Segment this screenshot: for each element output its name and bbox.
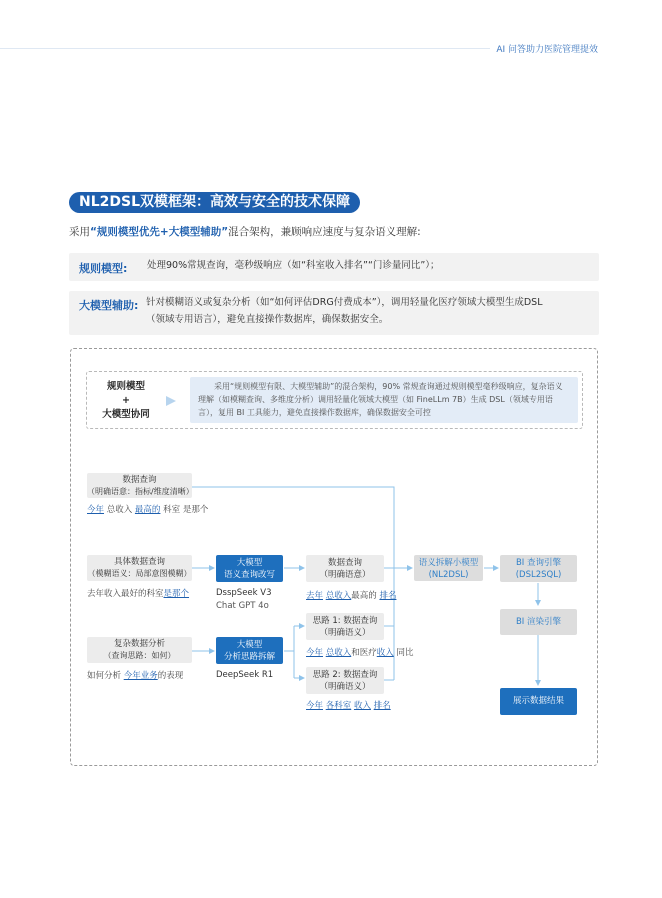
rule-model-text: 处理90%常规查询，毫秒级响应（如“科室收入排名”“门诊量同比”）； bbox=[147, 260, 440, 271]
caption-segment: 今年 bbox=[306, 701, 324, 711]
caption-segment: 各科室 bbox=[325, 701, 352, 711]
node-idea-2 bbox=[306, 667, 384, 694]
caption-segment: 排名 bbox=[379, 591, 397, 601]
node-clear-query-sub: （明确语意） bbox=[319, 570, 371, 580]
node-clear-query-title: 数据查询 bbox=[327, 558, 362, 568]
llm-assist-label: 大模型辅助: bbox=[79, 299, 139, 312]
caption-segment: 总收入 bbox=[325, 648, 352, 658]
node-show-result-title: 展示数据结果 bbox=[512, 696, 564, 706]
caption-segment: 同比 bbox=[393, 648, 414, 658]
caption-segment: 收入 bbox=[353, 701, 371, 711]
intro-prefix: 采用 bbox=[69, 226, 90, 238]
intro-suffix: 混合架构，兼顾响应速度与复杂语义理解: bbox=[228, 226, 421, 238]
caption-segment: 排名 bbox=[373, 701, 391, 711]
node-bi-query-engine bbox=[500, 555, 577, 582]
node-llm-decompose-title: 大模型 bbox=[236, 640, 263, 650]
caption-q2 bbox=[87, 587, 189, 599]
caption-segment: 总收入 bbox=[104, 505, 135, 515]
node-bi-query-engine-title: BI 查询引擎 bbox=[515, 558, 562, 568]
node-data-query-sub: （明确语意：指标/维度清晰） bbox=[87, 487, 194, 496]
node-idea-1 bbox=[306, 613, 384, 640]
model-deepseek-v3: DsspSeek V3 bbox=[216, 588, 272, 598]
node-complex-analysis-sub: （查询思路：如何） bbox=[103, 651, 176, 660]
node-bi-render-engine-title: BI 渲染引擎 bbox=[515, 617, 562, 627]
node-show-result bbox=[500, 688, 577, 715]
model-chatgpt-4o: Chat GPT 4o bbox=[216, 601, 269, 611]
collab-title-line1: 规则模型 bbox=[106, 381, 145, 392]
caption-segment: 如何分析 bbox=[87, 671, 124, 681]
caption-q1 bbox=[87, 503, 208, 515]
caption-segment: 今年 bbox=[306, 648, 324, 658]
node-idea-2-title: 思路 2: 数据查询 bbox=[312, 670, 378, 680]
node-complex-analysis bbox=[87, 637, 192, 663]
node-data-query bbox=[87, 473, 192, 498]
node-bi-query-engine-sub: (DSL2SQL) bbox=[515, 570, 562, 580]
node-llm-rewrite-title: 大模型 bbox=[236, 558, 263, 568]
caption-clear bbox=[306, 589, 396, 601]
collab-title-line3: 大模型协同 bbox=[102, 409, 150, 420]
node-data-query-title: 数据查询 bbox=[122, 475, 157, 485]
node-semantic-parse-sub: (NL2DSL) bbox=[428, 570, 469, 580]
arrow-llm2-ideas bbox=[284, 626, 304, 678]
caption-segment: 去年 bbox=[306, 591, 324, 601]
rule-model-label: 规则模型: bbox=[79, 262, 128, 275]
header-title: AI 问答助力医院管理提效 bbox=[496, 45, 598, 55]
node-idea-1-title: 思路 1: 数据查询 bbox=[312, 616, 378, 626]
node-semantic-parse-title: 语义拆解小模型 bbox=[418, 558, 479, 568]
section-title: NL2DSL双模框架：高效与安全的技术保障 bbox=[69, 192, 360, 213]
caption-segment: 的表现 bbox=[157, 671, 184, 681]
collab-description: 采用“规则模型有限、大模型辅助”的混合架构，90% 常规查询通过规则模型毫秒级响应，复杂语义理解（如模糊查询、多维度分析）调用轻量化领域大模型（如 FineLLm 7B）生成 DSL（领域专用语言），复用 BI 工具能力，避免直接操作数据库，确保数据安全可控 bbox=[190, 377, 578, 423]
node-llm-decompose-sub: 分析思路拆解 bbox=[223, 652, 275, 662]
intro-highlight: “规则模型优先+大模型辅助” bbox=[90, 226, 229, 238]
node-idea-1-sub: （明确语义） bbox=[319, 628, 371, 638]
node-clear-query bbox=[306, 555, 384, 582]
caption-segment: 最高的 bbox=[134, 505, 161, 515]
caption-segment: 是那个 bbox=[163, 589, 190, 599]
caption-idea-2 bbox=[306, 699, 391, 711]
llm-assist-line1: 针对模糊语义或复杂分析（如“如何评估DRG付费成本”），调用轻量化医疗领域大模型生成DSL bbox=[146, 297, 543, 308]
caption-segment: 去年收入最好的科室 bbox=[87, 589, 164, 599]
caption-segment: 今年业务 bbox=[123, 671, 158, 681]
caption-segment: 和医疗 bbox=[351, 648, 377, 658]
node-complex-analysis-title: 复杂数据分析 bbox=[113, 639, 165, 649]
node-llm-rewrite bbox=[216, 555, 283, 582]
caption-q3 bbox=[87, 669, 183, 681]
caption-segment: 今年 bbox=[87, 505, 105, 515]
model-deepseek-r1: DeepSeek R1 bbox=[216, 670, 274, 680]
node-specific-query bbox=[87, 555, 192, 581]
llm-assist-line2: （领域专用语言），避免直接操作数据库，确保数据安全。 bbox=[146, 314, 389, 325]
caption-idea-1 bbox=[306, 646, 413, 658]
caption-segment: 总收入 bbox=[325, 591, 352, 601]
node-llm-rewrite-sub: 语义查询改写 bbox=[223, 570, 275, 580]
caption-segment: 科室 是那个 bbox=[160, 505, 209, 515]
collab-chevron-icon bbox=[166, 396, 176, 406]
node-specific-query-sub: （模糊语义：局部意图模糊） bbox=[87, 569, 192, 578]
node-specific-query-title: 具体数据查询 bbox=[113, 557, 165, 567]
caption-segment: 收入 bbox=[376, 648, 394, 658]
caption-segment: 最高的 bbox=[351, 591, 380, 601]
node-llm-decompose bbox=[216, 637, 283, 664]
collab-title-line2: + bbox=[122, 395, 130, 406]
node-semantic-parse bbox=[414, 555, 483, 581]
node-bi-render-engine bbox=[500, 609, 577, 635]
node-idea-2-sub: （明确语义） bbox=[319, 682, 371, 692]
